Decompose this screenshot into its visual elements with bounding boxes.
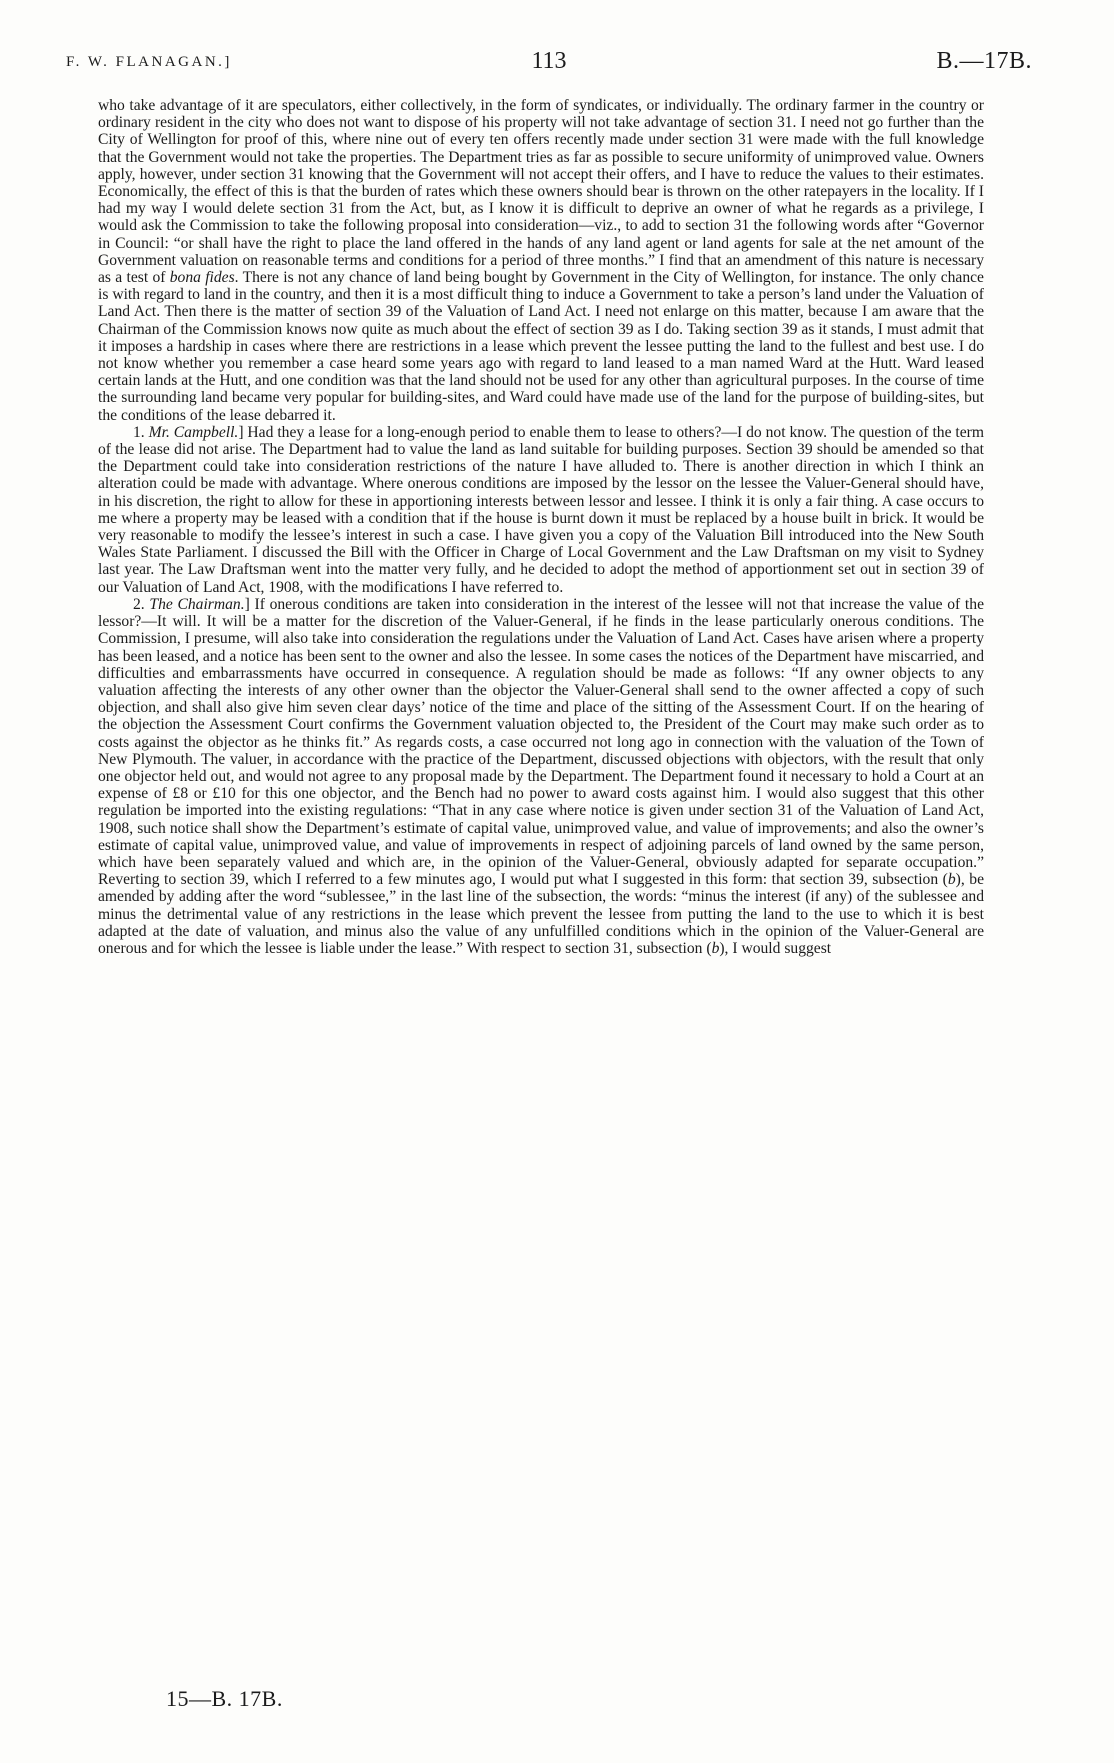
question-2	[98, 596, 984, 957]
question-number: 2.	[133, 595, 150, 613]
question-number: 1.	[133, 423, 149, 441]
italic-phrase: bona fides	[169, 269, 235, 287]
paragraph-text: ), I would suggest	[719, 939, 832, 957]
paragraph-text: who take advantage of it are speculators, either collectively, in the form of syndicates, or individually. The ordinary farmer in the country or ordinary resident in the city who does not want to dispose of his property will not take advantage of section 31. I need not go further than the City of Wellington for proof of this, where nine out of every ten offers recently made under section 31 were made with the full knowledge that the Government would not take the properties. The Department tries as far as possible to secure uniformity of unimproved value. Owners apply, however, under section 31 knowing that the Government will not accept their offers, and I have to reduce the values to their estimates. Economically, the effect of this is that the burden of rates which these owners should bear is thrown on the other ratepayers in the locality. If I had my way I would delete section 31 from the Act, but, as I know it is difficult to deprive an owner of what he regards as a privilege, I would ask the Commission to take the following proposal into consideration—viz., to add to section 31 the following words after “Governor in Council: “or shall have the right to place the land offered in the hands of any land agent or land agents for sale at the net amount of the Government valuation on reasonable terms and conditions for a period of three months.” I find that an amendment of this nature is necessary as a test of	[98, 97, 984, 287]
paragraph-text: ), be amended by adding after the word “sublessee,” in the last line of the subsection, the words: “minus the interest (if any) of the sublessee and minus the detrimental value of any restrictions in the lease which prevent the lessee from putting the land to the use to which it is best adapted at the date of valuation, and minus also the value of any unfulfilled conditions which in the opinion of the Valuer-General are onerous and for which the lessee is liable under the lease.” With respect to section 31, subsection (	[98, 871, 984, 957]
paragraph-text: . There is not any chance of land being bought by Government in the City of Wellington, for instance. The only chance is with regard to land in the country, and then it is a most difficult thing to induce a Government to take a person’s land under the Valuation of Land Act. Then there is the matter of section 39 of the Valuation of Land Act. I need not enlarge on this matter, because I am aware that the Chairman of the Commission knows now quite as much about the effect of section 39 as I do. Taking section 39 as it stands, I must admit that it imposes a hardship in cases where there are restrictions in a lease which prevent the lessee putting the land to the fullest and best use. I do not know whether you remember a case heard some years ago with regard to land leased to a man named Ward at the Hutt. Ward leased certain lands at the Hutt, and one condition was that the land should not be used for any other than agricultural purposes. In the course of time the surrounding land became very popular for building-sites, and Ward could have made use of the land for the purpose of building-sites, but the conditions of the lease debarred it.	[98, 269, 984, 424]
document-reference: B.—17B.	[936, 48, 1032, 74]
paragraph-continued	[98, 97, 984, 424]
witness-name: F. W. FLANAGAN.]	[66, 54, 232, 70]
body-text	[98, 97, 984, 957]
questioner-name: The Chairman.	[149, 595, 245, 613]
page-number: 113	[531, 48, 567, 74]
italic-letter: b	[711, 939, 720, 957]
italic-letter: b	[947, 871, 956, 889]
paragraph-text: ] If onerous conditions are taken into consideration in the interest of the lessee will not that increase the value of the lessor?—It will. It will be a matter for the discretion of the Valuer-General, if he finds in the lease particularly onerous conditions. The Commission, I presume, will also take into consideration the regulations under the Valuation of Land Act. Cases have arisen where a property has been leased, and a notice has been sent to the owner and also the lessee. In some cases the notices of the Department have miscarried, and difficulties and embarrassments have occurred in consequence. A regulation should be made as follows: “If any owner objects to any valuation affecting the interests of any other owner than the objector the Valuer-General shall send to the owner affected a copy of such objection, and shall also give him seven clear days’ notice of the time and place of the sitting of the Assessment Court. If on the hearing of the objection the Assessment Court confirms the Government valuation objected to, the President of the Court may make such order as to costs against the objector as he thinks fit.” As regards costs, a case occurred not long ago in connection with the valuation of the Town of New Plymouth. The valuer, in accordance with the practice of the Department, discussed objections with objectors, with the result that only one objector held out, and would not agree to any proposal made by the Department. The Department found it necessary to hold a Court at an expense of £8 or £10 for this one objector, and the Bench had no power to award costs against him. I would also suggest that this other regulation be imported into the existing regulations: “That in any case where notice is given under section 31 of the Valuation of Land Act, 1908, such notice shall show the Department’s estimate of capital value, unimproved value, and value of improvements; and also the owner’s estimate of capital value, unimproved value, and value of improvements in respect of adjoining parcels of land owned by the same person, which have been separately valued and which are, in the opinion of the Valuer-General, obviously adapted for separate occupation.” Reverting to section 39, which I referred to a few minutes ago, I would put what I suggested in this form: that section 39, subsection (	[98, 595, 984, 889]
questioner-name: Mr. Campbell.	[148, 423, 239, 441]
paragraph-text: ] Had they a lease for a long-enough period to enable them to lease to others?—I do not know. The question of the term of the lease did not arise. The Department had to value the land as land suitable for building purposes. Section 39 should be amended so that the Department could take into consideration restrictions of the nature I have alluded to. There is another direction in which I think an alteration could be made with advantage. Where onerous conditions are imposed by the lessor on the lessee the Valuer-General should have, in his discretion, the right to allow for these in apportioning interests between lessor and lessee. I think it is only a fair thing. A case occurs to me where a property may be leased with a condition that if the house is burnt down it must be replaced by a house built in brick. It would be very reasonable to modify the lessee’s interest in such a case. I have given you a copy of the Valuation Bill introduced into the New South Wales State Parliament. I discussed the Bill with the Officer in Charge of Local Government and the Law Draftsman on my visit to Sydney last year. The Law Draftsman went into the matter very fully, and he decided to adopt the method of apportionment set out in section 39 of our Valuation of Land Act, 1908, with the modifications I have referred to.	[98, 423, 985, 596]
question-1	[98, 424, 984, 596]
signature-mark: 15—B. 17B.	[166, 1686, 283, 1711]
running-head	[66, 48, 1032, 82]
